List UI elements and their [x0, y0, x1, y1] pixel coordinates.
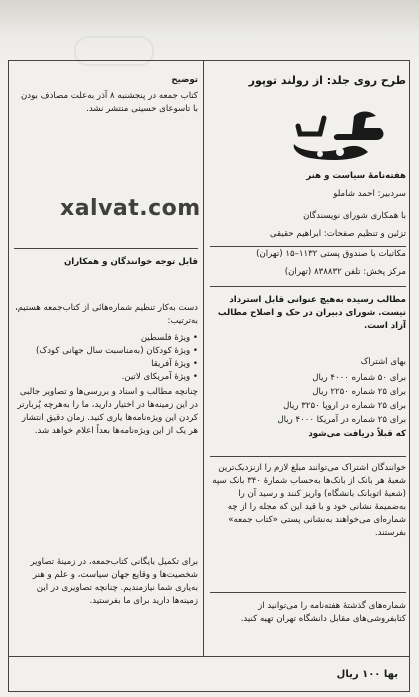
clarification-text: کتاب جمعه در پنجشنبه ۸ آذر به‌علت مصادف بودن با تاسوعای حسینی منتشر نشد. — [20, 91, 198, 114]
magazine-subtitle: هفته‌نامهٔ سیاست و هنر — [306, 171, 406, 181]
distribution-line: مرکز پخش: تلفن ۸۳۸۸۳۲ (تهران) — [284, 267, 406, 277]
archive-request: برای تکمیل بایگانی کتاب‌جمعه، در زمینهٔ تصاویر شخصیت‌ها و وقایع جهان سیاست، و علم و هنر به‌یاری شما نیازمندیم. چنانچه تصاویری در این زمینه‌ها دارید برای ما بفرستید. — [30, 557, 198, 606]
price-bar — [8, 656, 410, 692]
cover-design-credit: طرح روی جلد: از رولند توپور — [248, 74, 406, 87]
list-item: • ویژهٔ آمریکای لاتین. — [14, 371, 198, 384]
subscription-note: که قبلاً دریافت می‌شود — [308, 429, 406, 439]
council-line: با همکاری شورای نویسندگان — [303, 211, 406, 221]
magazine-logo-icon — [280, 108, 392, 164]
list-item: • ویژهٔ کودکان (به‌مناسبت سال جهانی کودک) — [14, 345, 198, 358]
divider — [210, 286, 406, 287]
layout-editor-line: تزئین و تنظیم صفحات: ابراهیم حقیقی — [269, 229, 406, 239]
returns-notice: مطالب رسیده به‌هیچ عنوانی قابل استرداد نیست. شورای دبیران در حک و اصلاح مطالب آزاد است. — [217, 295, 406, 331]
payment-instructions: خوانندگان اشتراک می‌توانند مبلغ لازم را ازنزدیک‌ترین شعبهٔ هر بانک از بانک‌ها به‌حساب شمارهٔ ۳۴۰ بانک سپه (شعبهٔ اتوبانک بانشگاه) واریز کنند و رسید آن را به‌ضمیمهٔ نشانی خود و با قید این که مجله را از چه شماره‌ای می‌خواهند به‌نشانی پستی «کتاب جمعه» بفرستند. — [212, 463, 406, 538]
list-item: • ویژهٔ آفریقا — [14, 358, 198, 371]
column-divider — [203, 60, 204, 656]
mail-line: مکاتبات با صندوق پستی ۱۱۳۲–۱۵ (تهران) — [256, 249, 406, 259]
list-item: • ویژهٔ فلسطین — [14, 332, 198, 345]
scan-shadow — [0, 0, 419, 62]
divider — [210, 246, 406, 247]
subscription-line: برای ۲۵ شماره در اروپا ۳۲۵۰ ریال — [283, 401, 406, 411]
editor-line: سردبیر: احمد شاملو — [333, 189, 406, 199]
attention-request: چنانچه مطالب و اسناد و بررسی‌ها و تصاویر جالبی در این زمینه‌ها در اختیار دارید، ما را به‌هرچه پُربارتر کردن این ویژه‌نامه‌ها یاری کنید. زمان دقیق انتشار هر یک از این ویژه‌نامه‌ها بعداً اعلام خواهد شد. — [17, 387, 198, 436]
subscription-line: برای ۲۵ شماره در آمریکا ۴۰۰۰ ریال — [277, 415, 406, 425]
divider — [210, 456, 406, 457]
price-label: بها ۱۰۰ ریال — [336, 669, 398, 680]
clarification-title: توضیح — [171, 75, 198, 85]
site-watermark: xalvat.com — [60, 196, 201, 221]
subscription-line: برای ۵۰ شماره ۴۰۰۰ ریال — [312, 373, 406, 383]
subscription-line: برای ۲۵ شماره ۲۲۵۰ ریال — [312, 387, 406, 397]
divider — [210, 592, 406, 593]
subscription-title: بهای اشتراک — [360, 357, 406, 367]
back-issues-notice: شماره‌های گذشتهٔ هفته‌نامه را می‌توانید از کتابفروشی‌های مقابل دانشگاه تهران تهیه کنید. — [240, 601, 406, 624]
divider — [14, 248, 198, 249]
attention-title: قابل توجه خوانندگان و همکاران — [63, 257, 198, 267]
attention-intro: دست به‌کار تنظیم شماره‌هائی از کتاب‌جمعه هستیم، به‌ترتیب: — [14, 303, 198, 326]
